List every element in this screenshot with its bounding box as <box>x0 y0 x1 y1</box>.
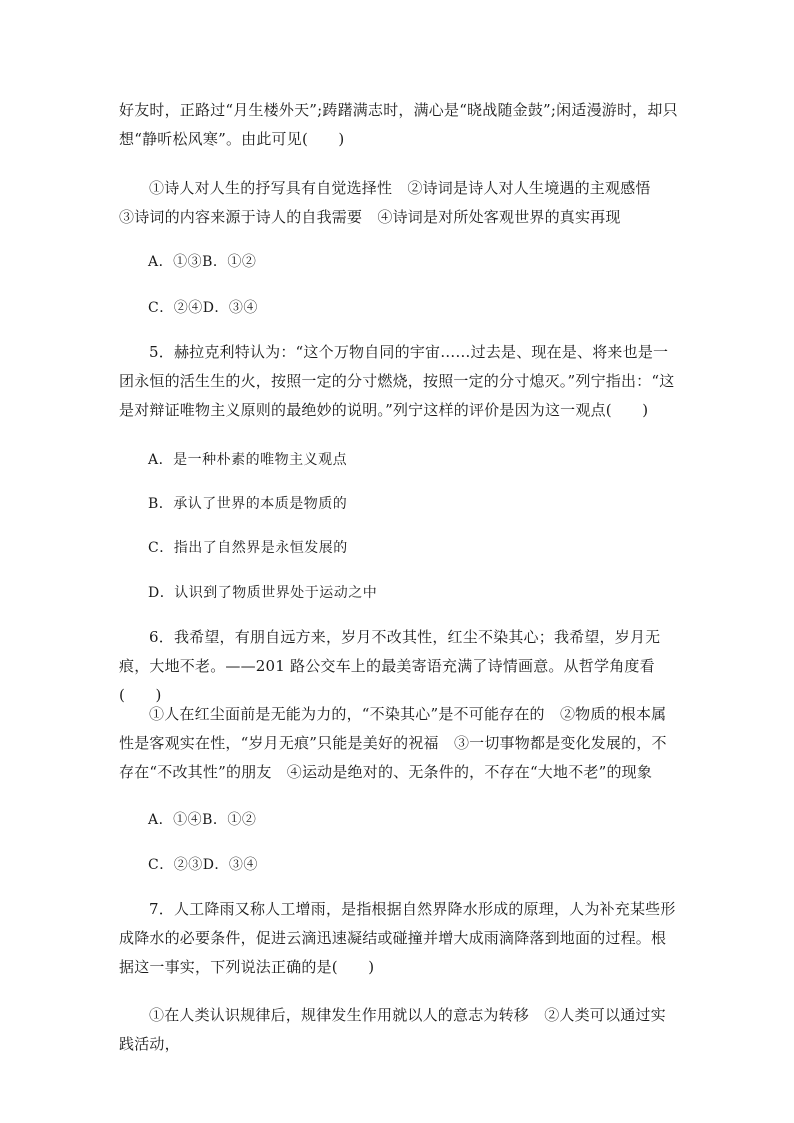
question-7-stem: 7．人工降雨又称人工增雨，是指根据自然界降水形成的原理，人为补充某些形成降水的必要条件，促进云滴迅速凝结或碰撞并增大成雨滴降落到地面的过程。根据这一事实，下列说法正确的是( ) <box>119 900 676 976</box>
question-5-option-c: C．指出了自然界是永恒发展的 <box>148 540 348 556</box>
question-6-statements: ①人在红尘面前是无能为力的，“不染其心”是不可能存在的 ②物质的根本属性是客观实在性，“岁月无痕”只能是美好的祝福 ③一切事物都是变化发展的，不存在“不改其性”的朋友 ④运动是绝对的、无条件的，不存在“大地不老”的现象 <box>119 705 667 781</box>
question-6-options-cd: C．②③D．③④ <box>148 857 258 873</box>
question-5-option-b: B．承认了世界的本质是物质的 <box>148 496 348 512</box>
question-5-stem: 5．赫拉克利特认为：“这个万物自同的宇宙……过去是、现在是、将来也是一团永恒的活生生的火，按照一定的分寸燃烧，按照一定的分寸熄灭。”列宁指出：“这是对辩证唯物主义原则的最绝妙的说明。”列宁这样的评价是因为这一观点( ) <box>119 343 675 419</box>
question-4-statements: ①诗人对人生的抒写具有自觉选择性 ②诗词是诗人对人生境遇的主观感悟 ③诗词的内容来源于诗人的自我需要 ④诗词是对所处客观世界的真实再现 <box>119 179 666 226</box>
question-5-option-a: A．是一种朴素的唯物主义观点 <box>148 452 348 468</box>
question-4-options-cd: C．②④D．③④ <box>148 300 258 316</box>
question-6-options-ab: A．①④B．①② <box>148 812 257 828</box>
question-4-stem: 好友时，正路过“月生楼外天”;踌躇满志时，满心是“晓战随金鼓”;闲适漫游时，却只想“静听松风寒”。由此可见( ) <box>119 101 678 148</box>
question-4-options-ab: A．①③B．①② <box>148 254 257 270</box>
question-7-statements: ①在人类认识规律后，规律发生作用就以人的意志为转移 ②人类可以通过实践活动， <box>119 1006 666 1053</box>
question-5-option-d: D．认识到了物质世界处于运动之中 <box>148 585 378 601</box>
question-6-stem: 6．我希望，有朋自远方来，岁月不改其性，红尘不染其心；我希望，岁月无痕，大地不老。——201 路公交车上的最美寄语充满了诗情画意。从哲学角度看( ) <box>119 628 661 704</box>
